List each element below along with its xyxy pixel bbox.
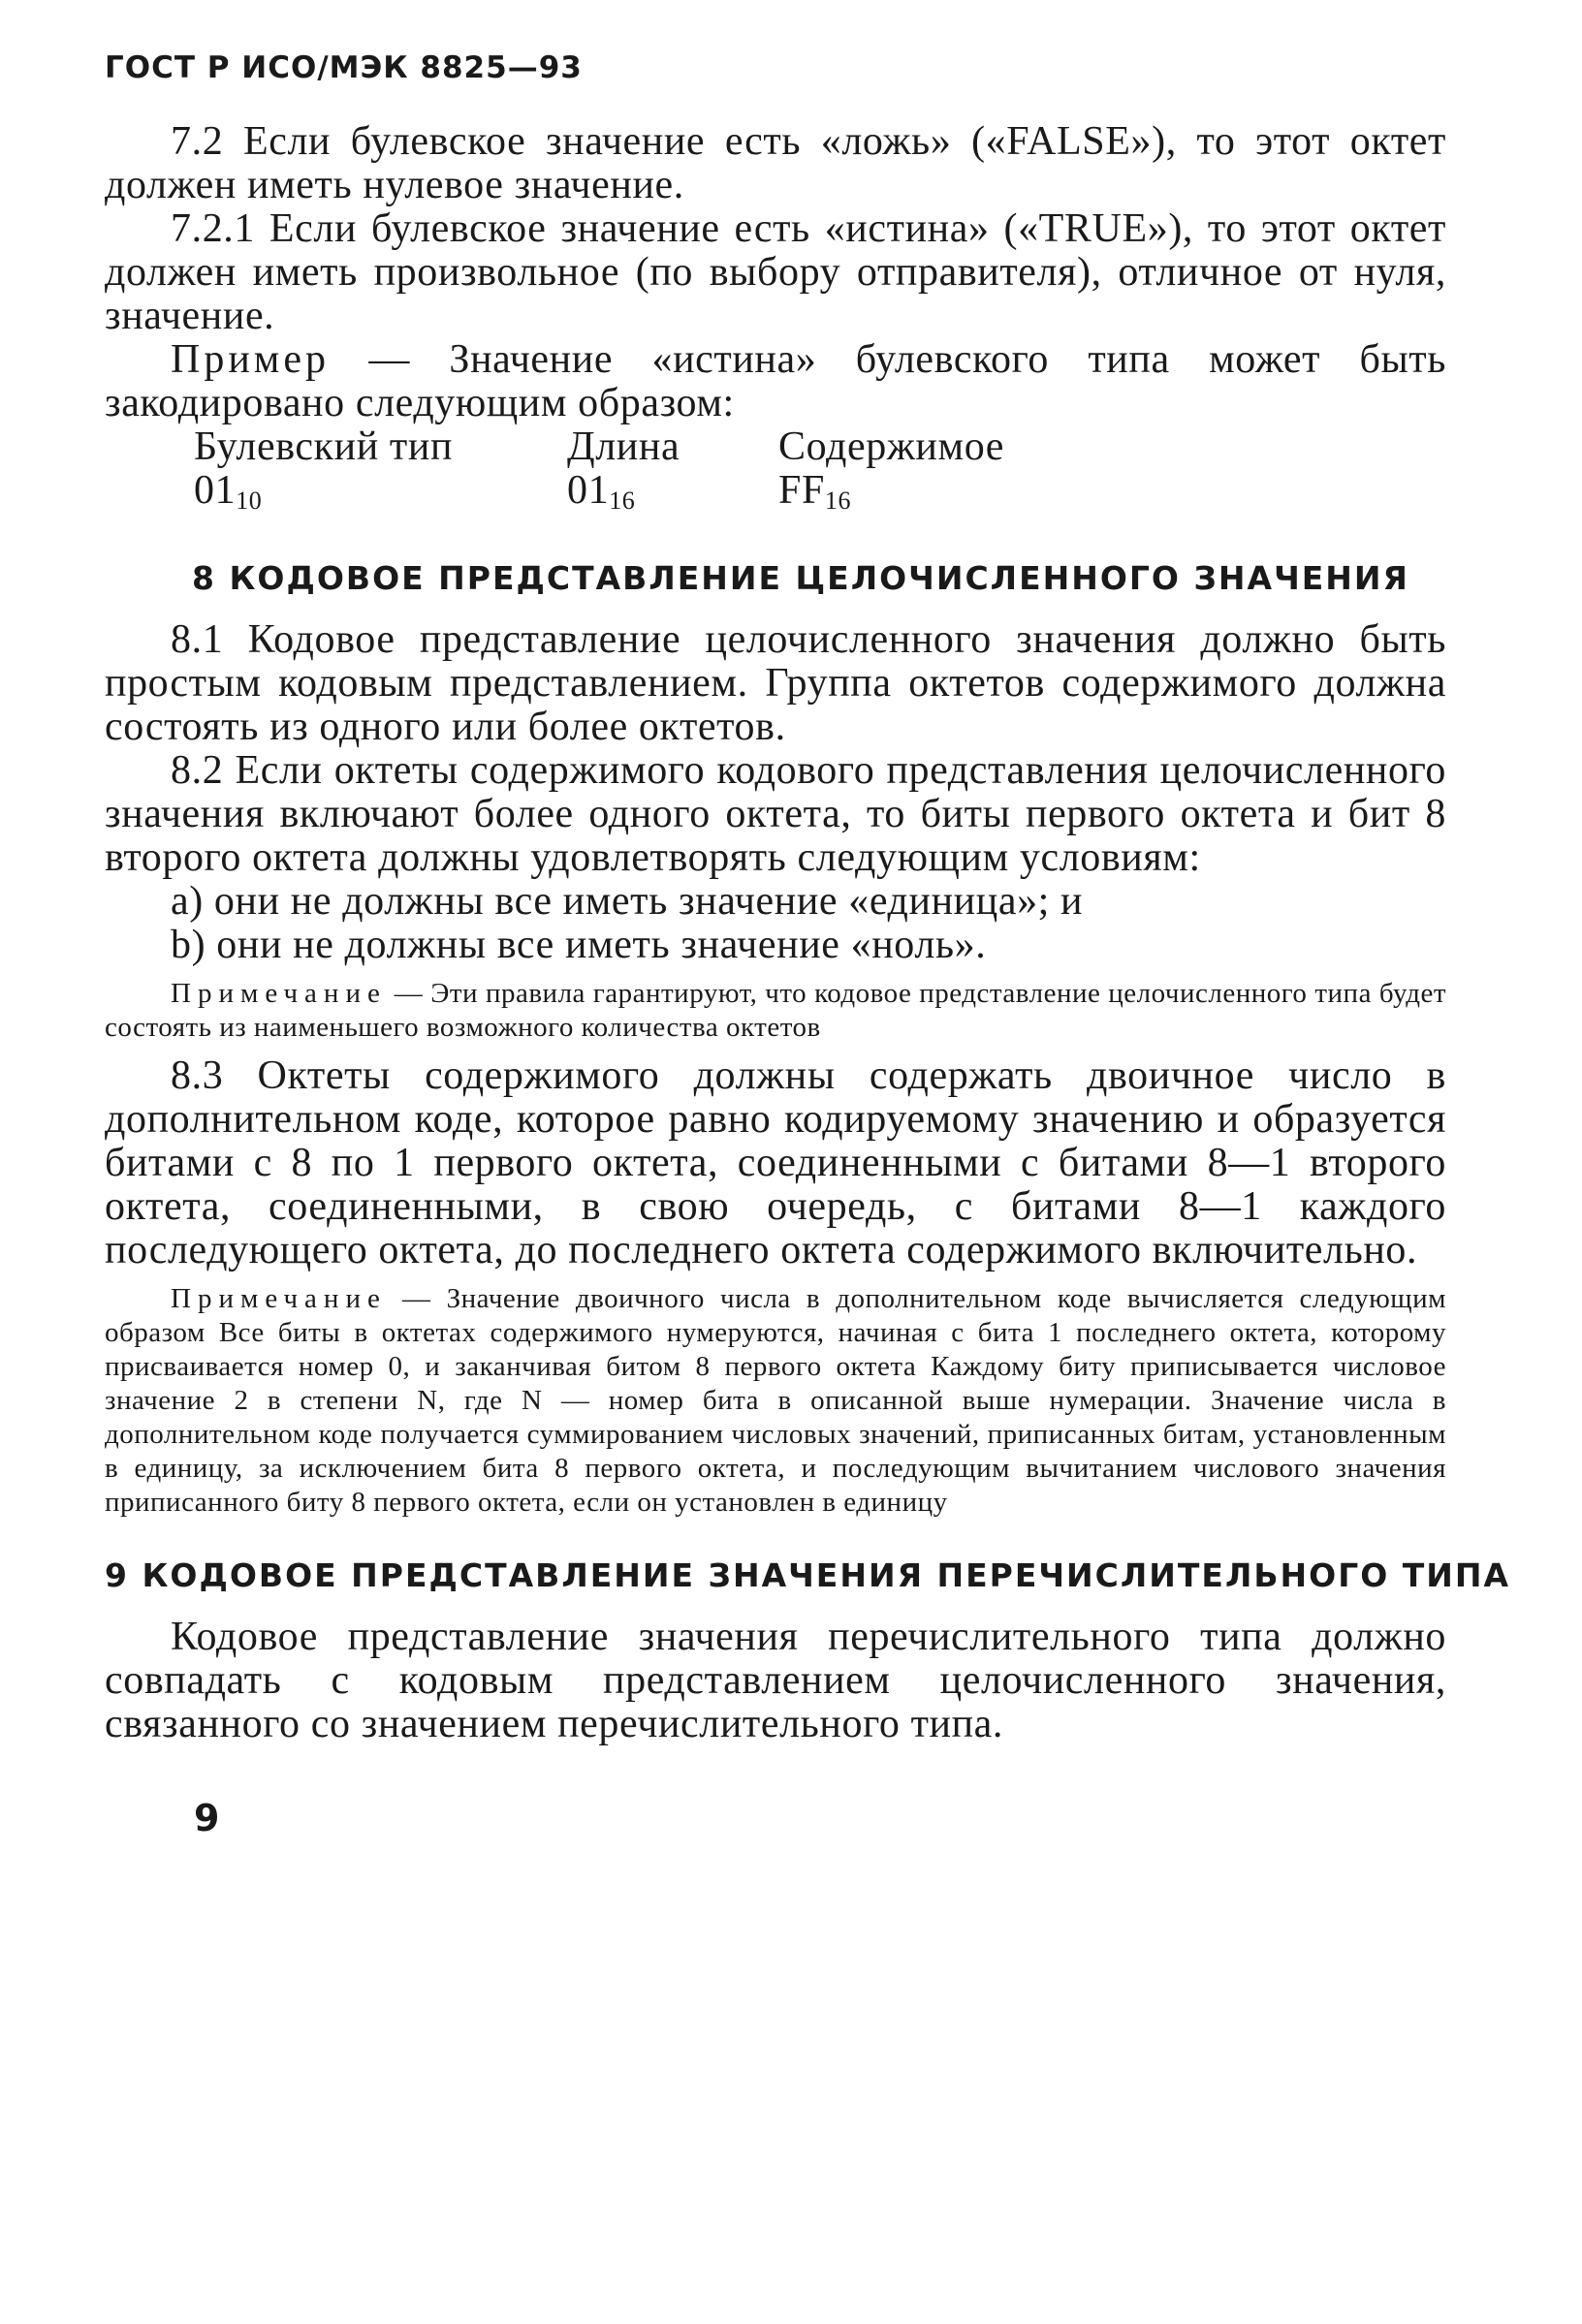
paragraph-7-2: 7.2 Если булевское значение есть «ложь» («FALSE»), то этот октет должен иметь нулевое значение.	[105, 119, 1446, 207]
example-table-header-row	[194, 425, 1004, 469]
page-number: 9	[194, 1797, 220, 1839]
example-header-contents: Содержимое	[778, 424, 1005, 469]
example-value-length: $01_{16}$	[567, 468, 636, 515]
example-value-type: $01_{10}$	[194, 468, 263, 515]
list-item-a: а) они не должны все иметь значение «единица»; и	[171, 879, 1084, 924]
paragraph-9: Кодовое представление значения перечислительного типа должно совпадать с кодовым представлением целочисленного значения, связанного со значением перечислительного типа.	[105, 1615, 1446, 1746]
note-2	[105, 1282, 1446, 1520]
document-page	[105, 50, 1511, 1839]
paragraph-8-3: 8.3 Октеты содержимого должны содержать двоичное число в дополнительном коде, которое равно кодируемому значению и образуется битами с 8 по 1 первого октета, соединенными с битами 8—1 второго октета, соединенными, в свою очередь, с битами 8—1 каждого последующего октета, до последнего октета содержимого включительно.	[105, 1053, 1446, 1272]
example-value-contents: $FF_{16}$	[778, 468, 852, 515]
example-header-type: Булевский тип	[194, 424, 454, 469]
note-2-label: Примечание	[171, 1283, 387, 1314]
paragraph-7-2-1: 7.2.1 Если булевское значение есть «истина» («TRUE»), то этот октет должен иметь произвольное (по выбору отправителя), отличное от нуля, значение.	[105, 206, 1446, 338]
paragraph-8-2: 8.2 Если октеты содержимого кодового представления целочисленного значения включают более одного октета, то биты первого октета и бит 8 второго октета должны удовлетворять следующим условиям:	[105, 748, 1446, 880]
note-1-label: Примечание	[171, 978, 387, 1009]
example-header-length: Длина	[567, 424, 680, 469]
running-head: ГОСТ Р ИСО/МЭК 8825—93	[105, 50, 583, 85]
example-label: Пример	[171, 337, 331, 382]
section-8-heading: 8 КОДОВОЕ ПРЕДСТАВЛЕНИЕ ЦЕЛОЧИСЛЕННОГО ЗНАЧЕНИЯ	[192, 559, 1409, 597]
example-encoding-table	[194, 425, 1004, 522]
example-text: — Значение «истина» булевского типа может быть закодировано следующим образом:	[105, 337, 1446, 425]
note-1-text: — Эти правила гарантируют, что кодовое представление целочисленного типа будет состоять из наименьшего возможного количества октетов	[105, 978, 1446, 1043]
section-9-heading: 9 КОДОВОЕ ПРЕДСТАВЛЕНИЕ ЗНАЧЕНИЯ ПЕРЕЧИСЛИТЕЛЬНОГО ТИПА	[105, 1556, 1511, 1594]
example-table-value-row	[194, 469, 1004, 522]
paragraph-8-1: 8.1 Кодовое представление целочисленного значения должно быть простым кодовым представлением. Группа октетов содержимого должна состоять из одного или более октетов.	[105, 617, 1446, 749]
note-2-text: — Значение двоичного числа в дополнительном коде вычисляется следующим образом Все биты в октетах содержимого нумеруются, начиная с бита 1 последнего октета, которому присваивается номер 0, и заканчивая битом 8 первого октета Каждому биту приписывается числовое значение 2 в степени N, где N — номер бита в описанной выше нумерации. Значение числа в дополнительном коде получается суммированием числовых значений, приписанных битам, установленным в единицу, за исключением бита 8 первого октета, и последующим вычитанием числового значения приписанного биту 8 первого октета, если он установлен в единицу	[105, 1283, 1446, 1518]
example-paragraph	[105, 338, 1446, 425]
note-1	[105, 977, 1446, 1045]
list-item-b: b) они не должны все иметь значение «ноль».	[171, 923, 987, 967]
